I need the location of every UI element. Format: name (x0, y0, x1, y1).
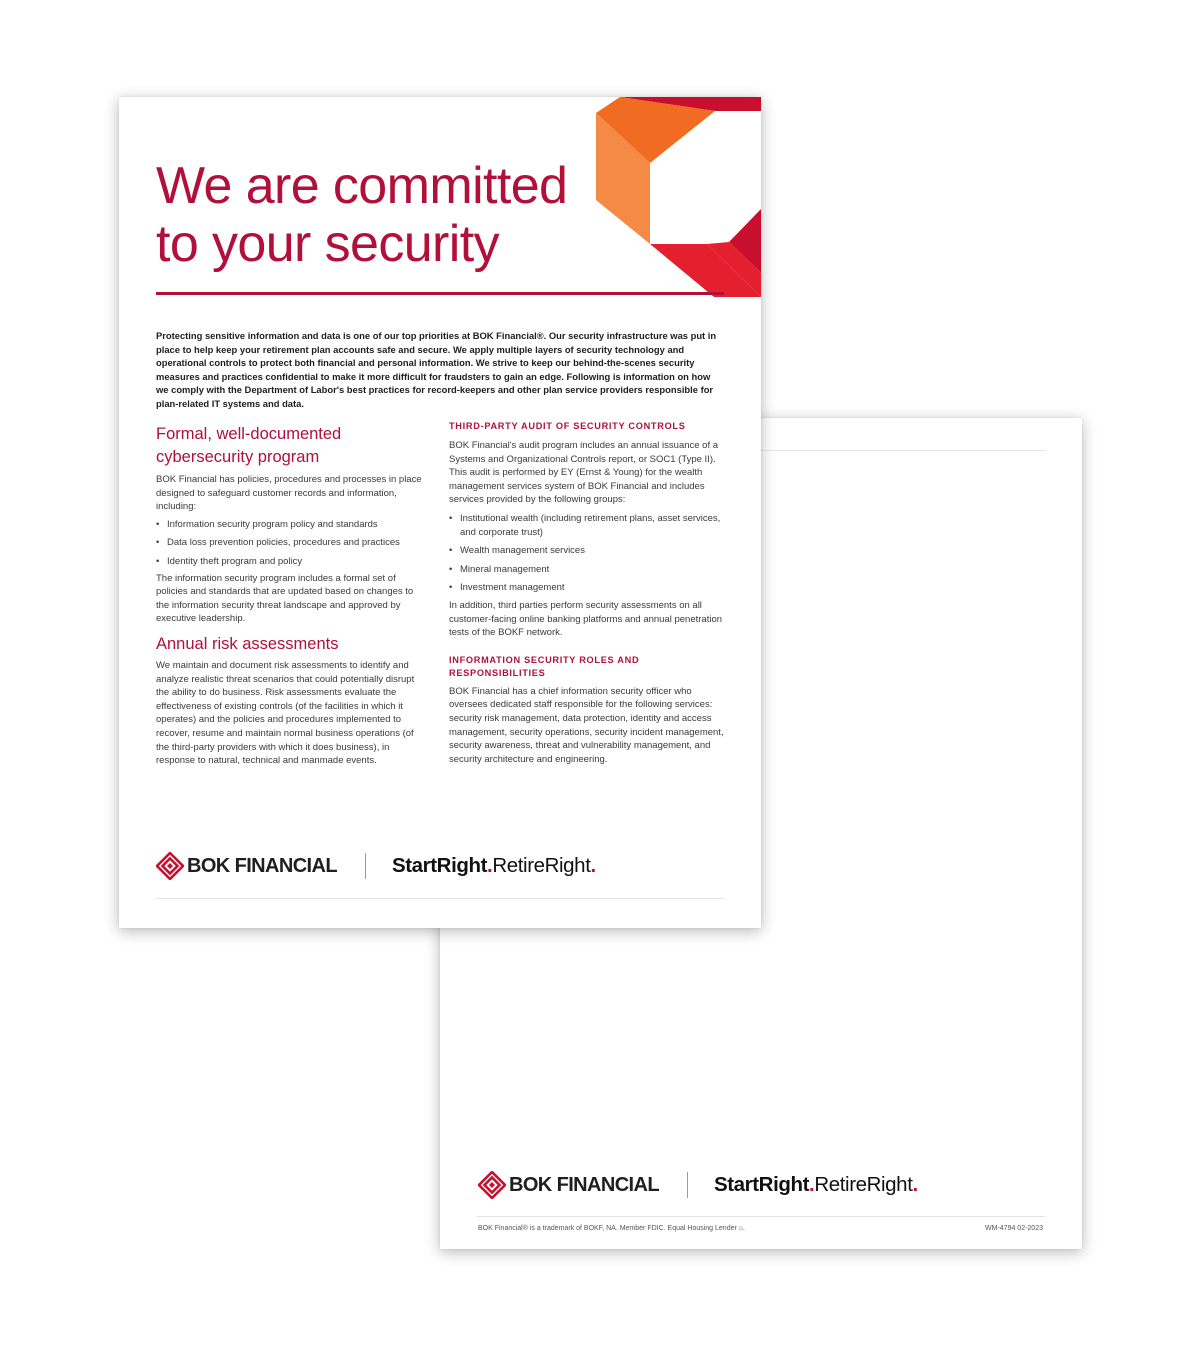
logo-divider (687, 1172, 688, 1198)
audit-lead: BOK Financial's audit program includes an annual issuance of a Systems and Organizational Controls report, or SOC1 (Type II). This audit is performed by EY (Ernst & Young) for the wealth management services system of BOK Financial and includes services provided by the following groups: (449, 440, 719, 506)
title-underline (156, 292, 724, 295)
left-column (156, 423, 426, 768)
equal-housing-icon: ⌂ (738, 1225, 744, 1232)
risk-assessments-body: We maintain and document risk assessments to identify and analyze realistic threat scenarios that could potentially disrupt the ability to do business. Risk assessments evaluate the effectiveness of existing controls (of the facilities in which it operates) and the policies and procedures implemented to recover, resume and maintain normal business operations (of the third-party providers with which it does business), in response to natural, technical and manmade events. (156, 659, 415, 767)
formal-program-list (156, 518, 426, 569)
roles-heading: INFORMATION SECURITY ROLES AND RESPONSIBILITIES (449, 654, 640, 678)
bok-mark-icon (478, 1171, 506, 1199)
front-page (119, 97, 761, 928)
startright-retireright-logo: StartRight.RetireRight. (713, 1173, 918, 1196)
bok-financial-logo (478, 1171, 659, 1199)
risk-assessments-heading: Annual risk assessments (156, 634, 339, 653)
list-item: • Information security program policy and standards (156, 518, 426, 532)
bok-mark-icon (156, 852, 184, 880)
audit-closing: In addition, third parties perform security assessments on all customer-facing online banking platforms and annual penetration tests of the BOKF network. (449, 599, 723, 639)
audit-heading: THIRD-PARTY AUDIT OF SECURITY CONTROLS (449, 421, 686, 431)
list-item: • Mineral management (449, 563, 727, 577)
bok-wordmark: BOK FINANCIAL (187, 854, 337, 877)
list-item: • Investment management (449, 581, 727, 595)
list-item: • Identity theft program and policy (156, 555, 426, 569)
top-divider (759, 450, 1046, 451)
list-item: • Data loss prevention policies, procedures and practices (156, 536, 426, 550)
footer-logos (478, 1171, 918, 1199)
footer-logos (156, 852, 596, 880)
formal-program-heading: Formal, well-documented cybersecurity program (156, 425, 342, 466)
bok-wordmark: BOK FINANCIAL (509, 1173, 659, 1196)
geometric-corner-graphic (596, 97, 761, 297)
right-column (449, 420, 727, 766)
logo-divider (365, 853, 366, 879)
startright-retireright-logo: StartRight.RetireRight. (391, 854, 596, 877)
list-item: • Wealth management services (449, 544, 727, 558)
formal-program-closing: The information security program includes a formal set of policies and standards that are updated based on changes to the information security threat landscape and approved by executive leadership. (156, 572, 414, 625)
footer-divider (156, 898, 724, 899)
formal-program-lead: BOK Financial has policies, procedures and processes in place designed to safeguard customer records and information, including: (156, 474, 422, 513)
page-title: We are committed to your security (156, 157, 568, 273)
intro-paragraph: Protecting sensitive information and data is one of our top priorities at BOK Financial®. Our security infrastructure was put in place to help keep your retirement plan accounts safe and secure. We apply multiple layers of security technology and operational controls to protect both financial and personal information. We strive to keep our behind-the-scenes security measures and practices confidential to make it more difficult for fraudsters to gain an edge. Following is information on how we comply with the Department of Labor's best practices for record-keepers and other plan service providers responsible for plan-related IT systems and data. (156, 330, 717, 409)
audit-groups-list (449, 512, 727, 595)
form-code: WM-4794 02-2023 (985, 1225, 1043, 1232)
footer-divider (477, 1216, 1045, 1217)
legal-disclaimer: BOK Financial® is a trademark of BOKF, NA. Member FDIC. Equal Housing Lender ⌂. (478, 1225, 745, 1232)
roles-body: BOK Financial has a chief information security officer who oversees dedicated staff responsible for the following services: security risk management, data protection, identity and access management, security operations, security incident management, security awareness, threat and vulnerability management, and security architecture and engineering. (449, 685, 724, 765)
list-item: • Institutional wealth (including retirement plans, asset services, and corporate trust) (449, 512, 727, 539)
bok-financial-logo (156, 852, 337, 880)
